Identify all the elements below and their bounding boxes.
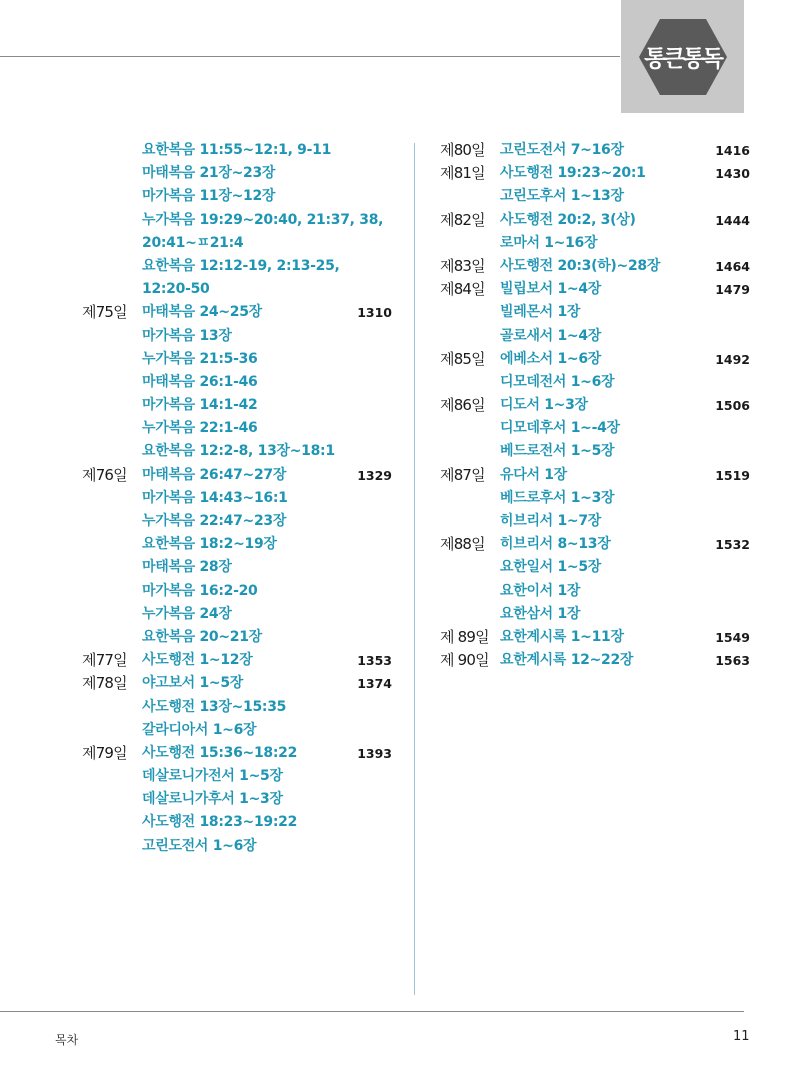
day-entry (440, 649, 750, 672)
contents-row (440, 417, 750, 440)
contents-row (82, 185, 392, 208)
scripture-reference[interactable]: 디도서 1~3장 (500, 397, 588, 414)
logo-text: 통큰통독 (644, 46, 721, 72)
header-rule (0, 56, 620, 57)
scripture-reference[interactable]: 고린도전서 7~16장 (500, 142, 624, 158)
day-label: 제 89일 (440, 627, 489, 646)
scripture-reference[interactable]: 디모데전서 1~6장 (500, 373, 615, 390)
contents-row (82, 626, 392, 649)
contents-row (82, 533, 392, 556)
day-label: 제79일 (82, 743, 127, 762)
contents-row (440, 325, 750, 348)
contents-row (82, 510, 392, 533)
scripture-reference[interactable]: 사도행전 1~12장 (142, 652, 253, 669)
scripture-reference[interactable]: 에베소서 1~6장 (500, 350, 602, 367)
contents-row (82, 209, 392, 232)
logo-hexagon (637, 17, 729, 97)
scripture-reference[interactable]: 20:41~ㅍ21:4 (142, 234, 244, 251)
scripture-reference[interactable]: 요한삼서 1장 (500, 605, 581, 622)
day-entry (440, 278, 750, 348)
day-label: 제85일 (440, 349, 485, 368)
scripture-reference[interactable]: 요한계시록 12~22장 (500, 652, 634, 669)
scripture-reference[interactable]: 누가복음 22:1-46 (142, 420, 258, 437)
contents-row (440, 603, 750, 626)
contents-row (440, 556, 750, 579)
day-entry (440, 209, 750, 255)
page-reference: 1329 (357, 467, 392, 483)
page-reference: 1310 (357, 305, 392, 321)
scripture-reference[interactable]: 빌레몬서 1장 (500, 304, 581, 321)
scripture-reference[interactable]: 마태복음 21장~23장 (142, 165, 276, 182)
scripture-reference[interactable]: 사도행전 20:3(하)~28장 (500, 257, 661, 274)
contents-row (82, 788, 392, 811)
contents-row (440, 301, 750, 324)
contents-row (82, 464, 392, 487)
day-label: 제78일 (82, 674, 127, 693)
scripture-reference[interactable]: 갈라디아서 1~6장 (142, 721, 257, 738)
scripture-reference[interactable]: 누가복음 22:47~23장 (142, 513, 287, 529)
contents-row (82, 417, 392, 440)
contents-row (82, 835, 392, 858)
contents-row (440, 580, 750, 603)
contents-row (82, 325, 392, 348)
scripture-reference[interactable]: 로마서 1~16장 (500, 234, 598, 251)
contents-row (440, 371, 750, 394)
day-label: 제87일 (440, 465, 485, 484)
contents-row (82, 301, 392, 324)
left-contents-column (82, 139, 392, 858)
contents-row (440, 487, 750, 510)
scripture-reference[interactable]: 마태복음 28장 (142, 559, 232, 576)
scripture-reference[interactable]: 마가복음 11장~12장 (142, 188, 276, 205)
page-reference: 1416 (715, 143, 750, 158)
scripture-reference[interactable]: 마가복음 13장 (142, 327, 232, 344)
day-label: 제81일 (440, 164, 485, 183)
day-label: 제88일 (440, 535, 485, 554)
contents-row (82, 162, 392, 185)
scripture-reference[interactable]: 데살로니가후서 1~3장 (142, 791, 283, 808)
scripture-reference[interactable]: 마가복음 14:43~16:1 (142, 489, 288, 506)
page-reference: 1532 (715, 537, 750, 553)
contents-row (440, 394, 750, 417)
contents-row (440, 533, 750, 556)
contents-row (82, 278, 392, 301)
day-entry (440, 139, 750, 162)
scripture-reference[interactable]: 마태복음 26:47~27장 (142, 466, 287, 483)
scripture-reference[interactable]: 요한이서 1장 (500, 582, 581, 599)
contents-row (440, 440, 750, 463)
contents-row (82, 649, 392, 672)
scripture-reference[interactable]: 마가복음 16:2-20 (142, 582, 258, 599)
day-label: 제75일 (82, 303, 127, 322)
scripture-reference[interactable]: 누가복음 19:29~20:40, 21:37, 38, (142, 211, 384, 228)
contents-row (440, 348, 750, 371)
page-reference: 1464 (715, 258, 750, 274)
day-label: 제84일 (440, 280, 485, 299)
day-label: 제77일 (82, 651, 127, 670)
scripture-reference[interactable]: 사도행전 13장~15:35 (142, 698, 287, 715)
contents-row (440, 510, 750, 533)
scripture-reference[interactable]: 히브리서 1~7장 (500, 513, 602, 529)
scripture-reference[interactable]: 요한복음 11:55~12:1, 9-11 (142, 142, 332, 158)
contents-row (82, 394, 392, 417)
contents-row (440, 209, 750, 232)
contents-row (82, 348, 392, 371)
page-reference: 1519 (715, 467, 750, 483)
contents-row (440, 139, 750, 162)
scripture-reference[interactable]: 디모데후서 1~-4장 (500, 420, 620, 437)
day-entry (440, 464, 750, 534)
scripture-reference[interactable]: 골로새서 1~4장 (500, 327, 602, 344)
day-entry (82, 742, 392, 858)
contents-row (82, 556, 392, 579)
day-label: 제86일 (440, 396, 485, 415)
contents-row (82, 719, 392, 742)
contents-row (82, 696, 392, 719)
scripture-reference[interactable]: 요한계시록 1~11장 (500, 628, 624, 645)
day-label: 제76일 (82, 465, 127, 484)
contents-row (82, 255, 392, 278)
scripture-reference[interactable]: 베드로전서 1~5장 (500, 443, 615, 460)
scripture-reference[interactable]: 사도행전 15:36~18:22 (142, 744, 298, 761)
day-entry (440, 394, 750, 464)
page-reference: 1374 (357, 676, 392, 692)
scripture-reference[interactable]: 데살로니가전서 1~5장 (142, 768, 283, 785)
contents-row (82, 765, 392, 788)
day-label: 제 90일 (440, 651, 489, 670)
scripture-reference[interactable]: 고린도전서 1~6장 (142, 837, 257, 854)
contents-row (82, 371, 392, 394)
contents-row (82, 440, 392, 463)
logo-box (621, 0, 744, 113)
page-number: 11 (733, 1029, 750, 1044)
contents-row (440, 162, 750, 185)
scripture-reference[interactable]: 사도행전 20:2, 3(상) (500, 211, 636, 228)
scripture-reference[interactable]: 요한복음 20~21장 (142, 628, 262, 645)
contents-row (440, 185, 750, 208)
scripture-reference[interactable]: 고린도후서 1~13장 (500, 188, 624, 205)
page-reference: 1430 (715, 166, 750, 182)
right-contents-column (440, 139, 750, 672)
day-label: 제83일 (440, 256, 485, 275)
day-label: 제80일 (440, 141, 485, 159)
day-entry (82, 649, 392, 672)
contents-row (82, 580, 392, 603)
day-entry (82, 139, 392, 301)
day-entry (440, 533, 750, 626)
column-divider (414, 143, 415, 995)
day-entry (440, 255, 750, 278)
contents-row (440, 626, 750, 649)
page-reference: 1549 (715, 629, 750, 645)
scripture-reference[interactable]: 요한복음 12:12-19, 2:13-25, (142, 257, 340, 274)
page-reference: 1353 (357, 653, 392, 669)
scripture-reference[interactable]: 요한일서 1~5장 (500, 559, 602, 576)
scripture-reference[interactable]: 야고보서 1~5장 (142, 675, 244, 692)
scripture-reference[interactable]: 누가복음 24장 (142, 605, 232, 622)
contents-row (82, 742, 392, 765)
scripture-reference[interactable]: 마가복음 14:1-42 (142, 397, 258, 414)
contents-row (82, 672, 392, 695)
scripture-reference[interactable]: 요한복음 12:2-8, 13장~18:1 (142, 443, 335, 460)
scripture-reference[interactable]: 마태복음 24~25장 (142, 304, 262, 321)
scripture-reference[interactable]: 요한복음 18:2~19장 (142, 536, 277, 553)
day-entry (82, 672, 392, 742)
page-reference: 1492 (715, 351, 750, 367)
day-entry (440, 626, 750, 649)
page-reference: 1479 (715, 282, 750, 298)
page-reference: 1393 (357, 745, 392, 761)
scripture-reference[interactable]: 마태복음 26:1-46 (142, 373, 258, 390)
contents-row (440, 649, 750, 672)
day-entry (440, 162, 750, 208)
contents-row (82, 811, 392, 834)
page-reference: 1563 (715, 653, 750, 669)
contents-row (82, 487, 392, 510)
contents-row (440, 255, 750, 278)
day-entry (82, 464, 392, 650)
day-label: 제82일 (440, 210, 485, 229)
scripture-reference[interactable]: 사도행전 18:23~19:22 (142, 814, 298, 831)
scripture-reference[interactable]: 히브리서 8~13장 (500, 536, 611, 553)
day-entry (82, 301, 392, 463)
contents-row (440, 464, 750, 487)
contents-row (82, 603, 392, 626)
scripture-reference[interactable]: 누가복음 21:5-36 (142, 350, 258, 367)
contents-row (440, 232, 750, 255)
contents-row (440, 278, 750, 301)
contents-row (82, 232, 392, 255)
scripture-reference[interactable]: 유다서 1장 (500, 466, 567, 483)
footer-rule (0, 1011, 744, 1012)
scripture-reference[interactable]: 베드로후서 1~3장 (500, 489, 615, 506)
footer-title: 목차 (55, 1033, 79, 1047)
scripture-reference[interactable]: 12:20-50 (142, 281, 210, 298)
page-reference: 1444 (715, 212, 750, 228)
scripture-reference[interactable]: 사도행전 19:23~20:1 (500, 165, 646, 182)
contents-row (82, 139, 392, 162)
day-entry (440, 348, 750, 394)
page-reference: 1506 (715, 398, 750, 414)
scripture-reference[interactable]: 빌립보서 1~4장 (500, 281, 602, 298)
